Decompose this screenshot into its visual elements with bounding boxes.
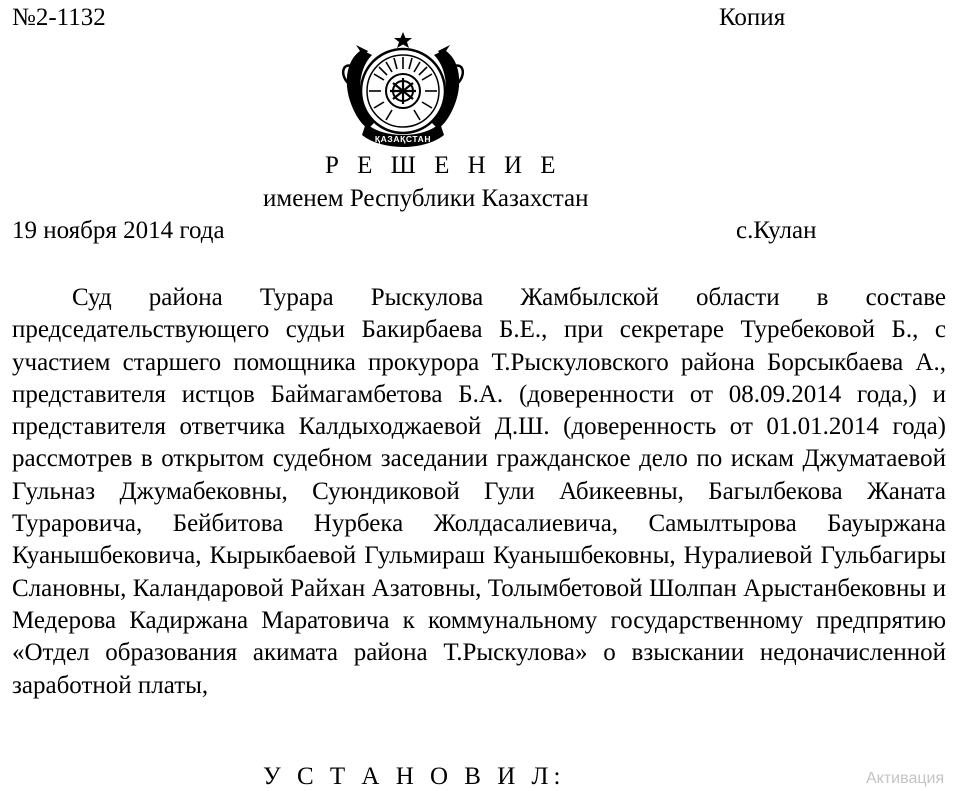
copy-label: Копия — [719, 4, 786, 31]
emblem-inscription: ҚАЗАҚСТАН — [374, 134, 432, 144]
established-heading: У С Т А Н О В И Л: — [263, 763, 566, 790]
decision-body-paragraph: Суд района Турара Рыскулова Жамбылской области в составе председательствующего судьи Бакирбаева Б.Е., при секретаре Туребековой Б., с участием старшего помощника прокурора Т.Рыскуловского района Борсыкбаева А., представителя истцов Баймагамбетова Б.А. (доверенности от 08.09.2014 года,) и представителя ответчика Калдыходжаевой Д.Ш. (доверенность от 01.01.2014 года) рассмотрев в открытом судебном заседании гражданское дело по искам Джуматаевой Гульназ Джумабековны, Суюндиковой Гули Абикеевны, Багылбекова Жаната Тураровича, Бейбитова Нурбека Жолдасалиевича, Самылтырова Бауыржана Куанышбековича, Кырыкбаевой Гульмираш Куанышбековны, Нуралиевой Гульбагиры Слановны, Каландаровой Райхан Азатовны, Толымбетовой Шолпан Арыстанбековны и Медерова Кадиржана Маратовича к коммунальному государственному предпрятию «Отдел образования акимата района Т.Рыскулова» о взыскании недоначисленной заработной платы, — [12, 284, 946, 699]
document-subtitle: именем Республики Казахстан — [263, 185, 589, 212]
state-emblem-icon — [338, 31, 468, 153]
case-number: №2-1132 — [12, 4, 106, 31]
activation-watermark: Активация — [866, 770, 945, 787]
decision-place: с.Кулан — [736, 217, 817, 244]
decision-date: 19 ноября 2014 года — [12, 217, 225, 244]
document-title: Р Е Ш Е Н И Е — [325, 152, 562, 179]
